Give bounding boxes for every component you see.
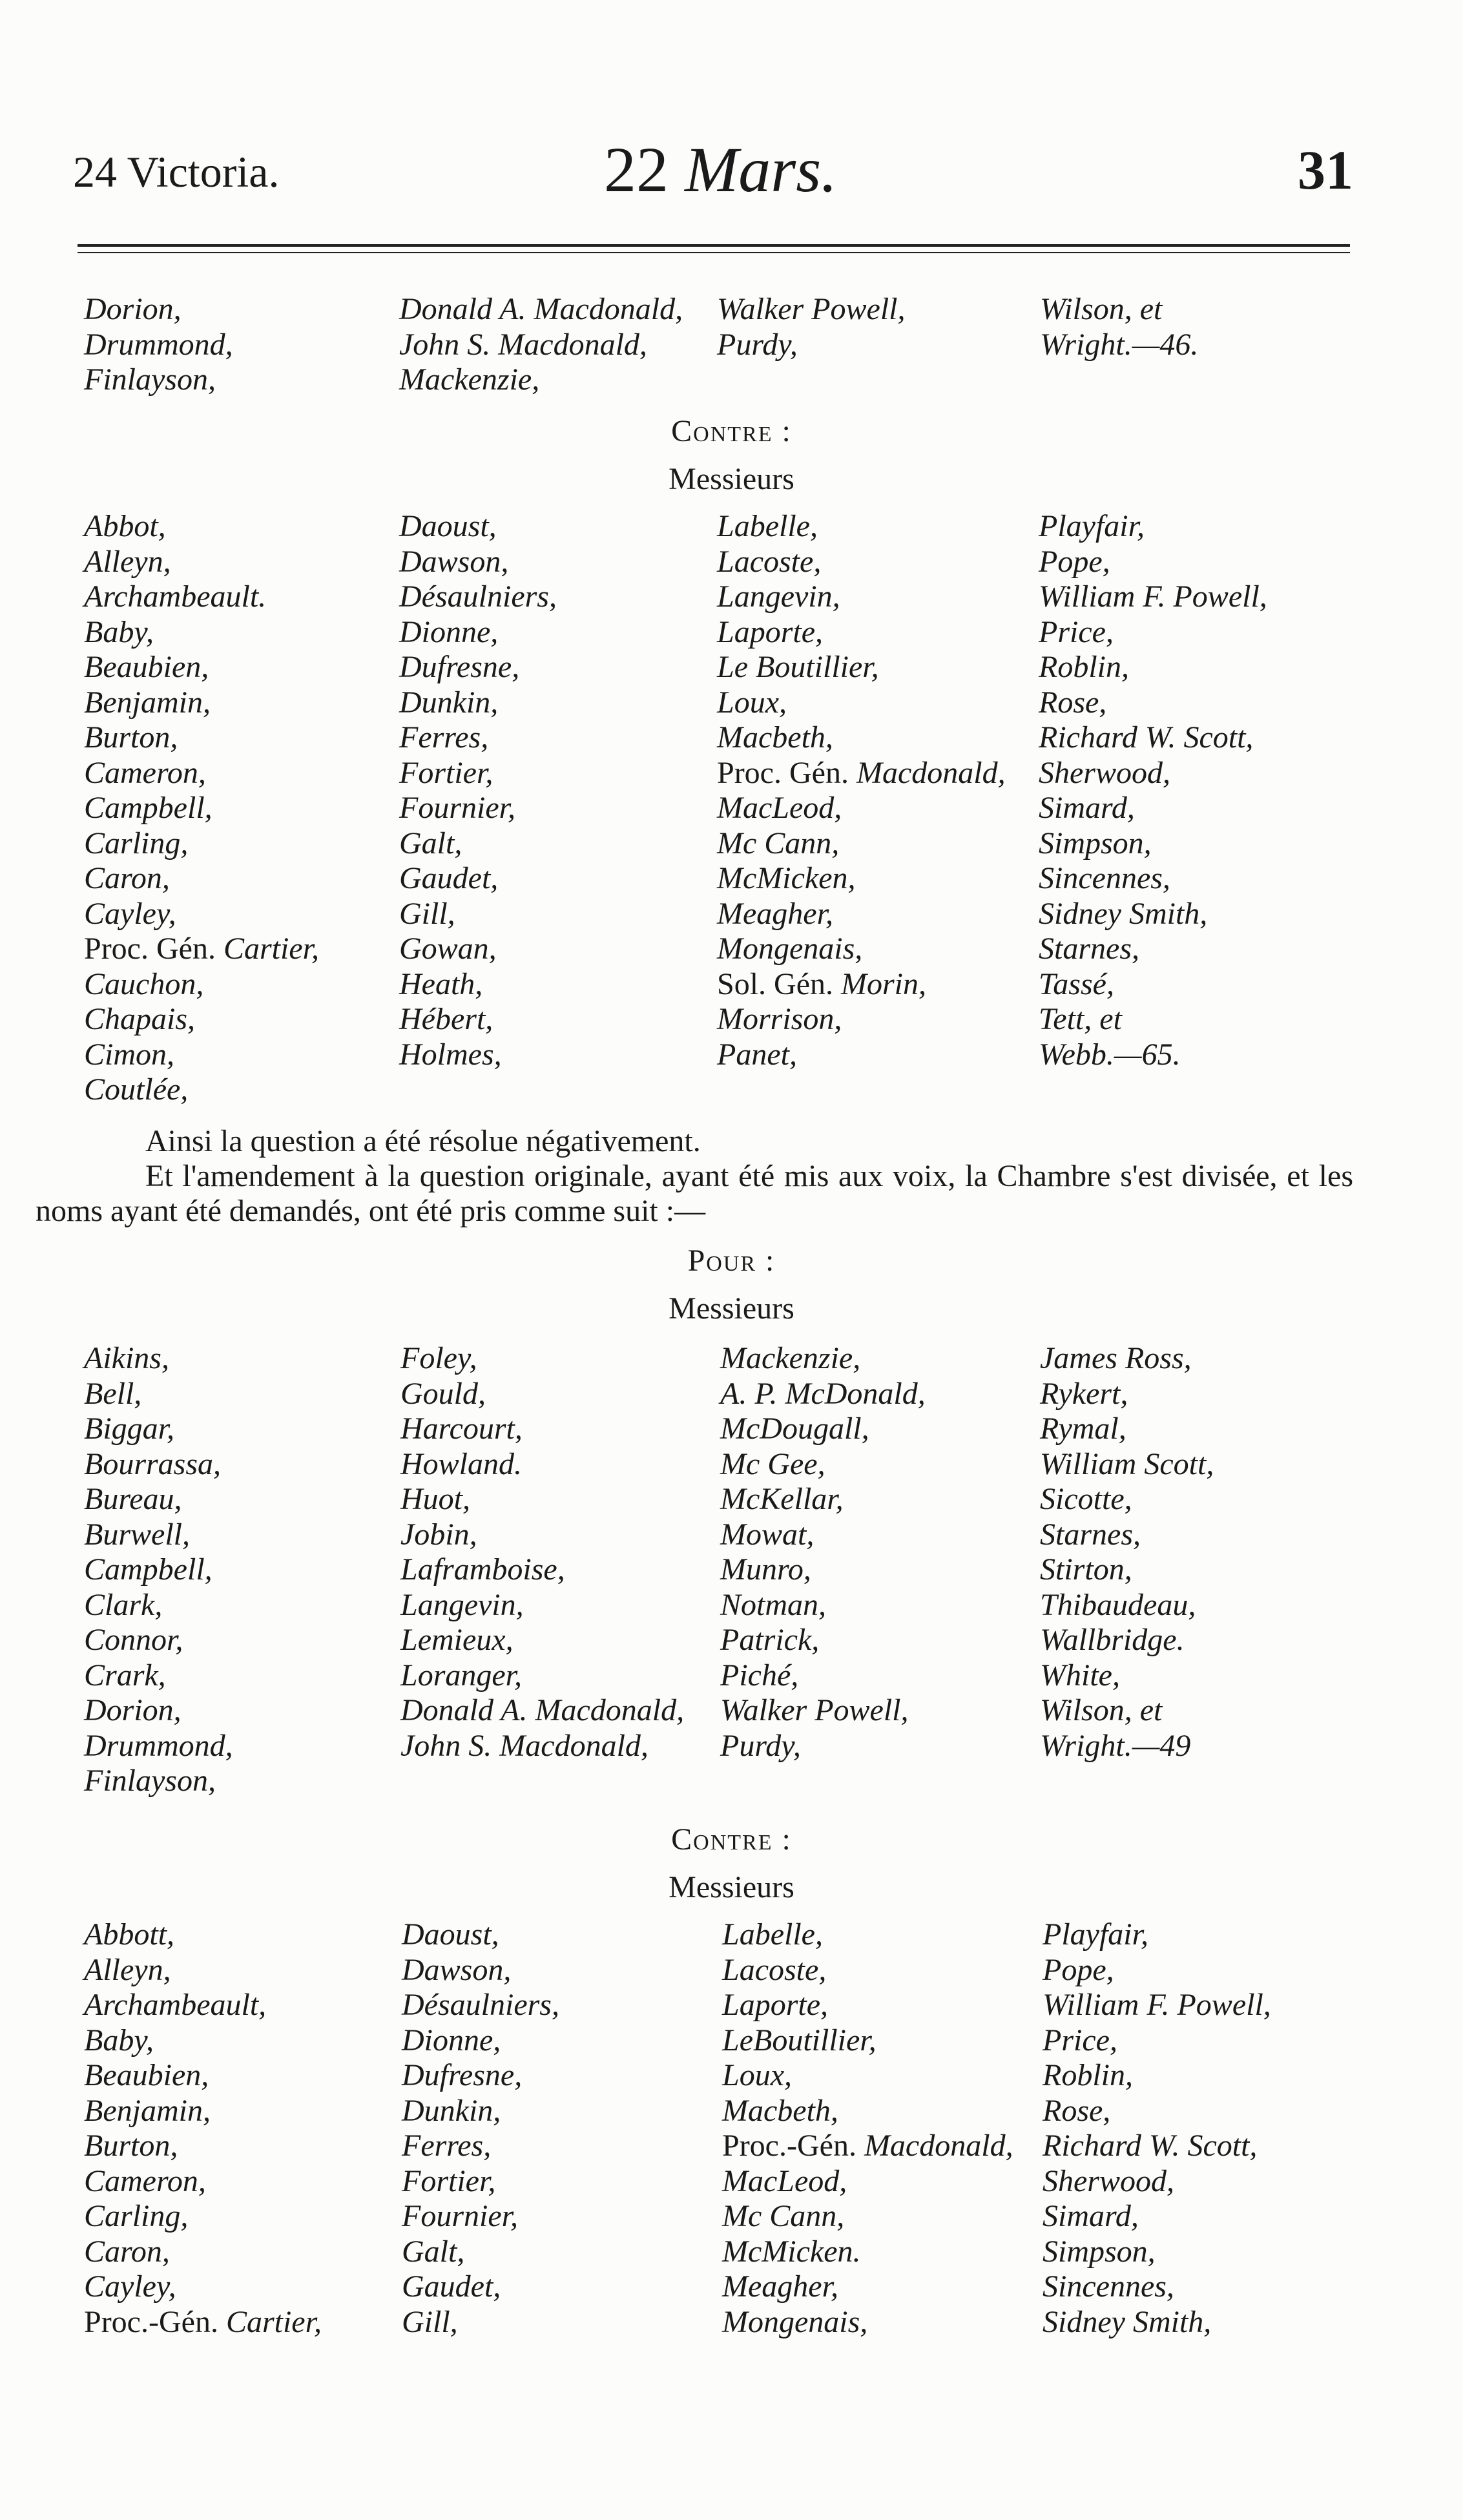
names-column-1 — [84, 509, 319, 1108]
names-column-4 — [1043, 1917, 1271, 2340]
member-name: Richard W. Scott, — [1039, 720, 1254, 755]
member-name: Patrick, — [720, 1623, 820, 1657]
member-name: Simard, — [1043, 2199, 1139, 2233]
member-name: Meagher, — [717, 896, 833, 931]
member-name: Galt, — [399, 826, 462, 860]
names-column-3 — [722, 1917, 1013, 2340]
member-name: Mc Gee, — [720, 1446, 825, 1481]
member-name: Clark, — [84, 1587, 163, 1622]
member-name: Gill, — [402, 2304, 458, 2339]
member-name: Sicotte, — [1040, 1482, 1132, 1516]
member-name: Dorion, — [84, 292, 182, 326]
member-name: Mackenzie, — [399, 362, 540, 397]
member-name: Sidney Smith, — [1043, 2304, 1212, 2339]
member-name: Fournier, — [399, 791, 515, 825]
member-name: Archambeault. — [84, 579, 267, 614]
member-name: Burton, — [84, 720, 178, 755]
member-name: Huot, — [400, 1482, 470, 1516]
member-name: Pope, — [1043, 1952, 1114, 1987]
member-name: Langevin, — [717, 579, 840, 614]
member-name: Campbell, — [84, 791, 213, 825]
member-name: Mc Cann, — [722, 2199, 845, 2233]
member-name: Loux, — [722, 2058, 792, 2092]
member-name: Tassé, — [1039, 966, 1114, 1001]
amendment-text: Et l'amendement à la question originale, ayant été mis aux voix, la Chambre s'est divisée, et les noms ayant été demandés, ont été pris comme suit :— — [36, 1159, 1353, 1228]
member-name: Dorion, — [84, 1693, 182, 1727]
date-heading — [604, 132, 837, 207]
member-name: Gaudet, — [402, 2269, 501, 2304]
member-name: Rose, — [1039, 685, 1107, 720]
member-name: Richard W. Scott, — [1043, 2129, 1258, 2163]
member-name: Wallbridge. — [1040, 1623, 1185, 1657]
messieurs-heading-3: Messieurs — [669, 1870, 794, 1904]
member-name: Abbot, — [84, 509, 166, 543]
member-name: McMicken, — [717, 861, 856, 895]
member-name: Wright.—49 — [1040, 1728, 1191, 1763]
member-name: Hébert, — [399, 1002, 493, 1036]
member-name: Macbeth, — [722, 2093, 838, 2128]
member-name: Cayley, — [84, 896, 176, 931]
member-name: Proc. Gén. Cartier, — [84, 932, 319, 966]
member-name: Loranger, — [400, 1658, 523, 1692]
member-name: Mowat, — [720, 1517, 815, 1552]
member-name: Rymal, — [1040, 1411, 1126, 1446]
names-column-2 — [402, 1917, 559, 2340]
member-name: Roblin, — [1039, 650, 1129, 684]
member-name: Wright.—46. — [1040, 327, 1199, 362]
member-name: Simpson, — [1043, 2234, 1156, 2269]
member-name: Starnes, — [1040, 1517, 1141, 1552]
member-name: Foley, — [400, 1341, 477, 1375]
member-name: Holmes, — [399, 1037, 502, 1072]
member-name: Fournier, — [402, 2199, 518, 2233]
member-name: Beaubien, — [84, 2058, 209, 2092]
member-name: Daoust, — [402, 1917, 499, 1952]
member-name: Walker Powell, — [717, 292, 906, 326]
member-name: Caron, — [84, 861, 170, 895]
member-name: Cayley, — [84, 2269, 176, 2304]
member-name: Starnes, — [1039, 932, 1139, 966]
date-day: 22 — [604, 134, 669, 205]
member-name: Dunkin, — [399, 685, 499, 720]
member-name: Tett, et — [1039, 1002, 1122, 1036]
member-name: Gaudet, — [399, 861, 499, 895]
member-name: Sherwood, — [1039, 755, 1170, 790]
names-column-3 — [717, 292, 906, 362]
member-name: William Scott, — [1040, 1446, 1214, 1481]
member-name: Jobin, — [400, 1517, 477, 1552]
member-name: Dionne, — [399, 614, 499, 649]
page-number: 31 — [1298, 139, 1353, 201]
member-name: Rose, — [1043, 2093, 1111, 2128]
member-name: Alleyn, — [84, 1952, 171, 1987]
member-name: McDougall, — [720, 1411, 869, 1446]
date-month: Mars. — [685, 134, 838, 205]
member-name: Baby, — [84, 2023, 154, 2057]
member-name: John S. Macdonald, — [400, 1728, 648, 1763]
member-name: Price, — [1039, 614, 1114, 649]
member-name: Aikins, — [84, 1341, 169, 1375]
member-name: McMicken. — [722, 2234, 861, 2269]
member-name: Labelle, — [722, 1917, 823, 1952]
member-name: Proc.-Gén. Cartier, — [84, 2304, 322, 2339]
page-header — [36, 132, 1353, 210]
names-column-3 — [717, 509, 1006, 1072]
member-name: Playfair, — [1043, 1917, 1148, 1952]
member-name: Sherwood, — [1043, 2163, 1174, 2198]
names-column-2 — [399, 509, 557, 1072]
member-name: Le Boutillier, — [717, 650, 879, 684]
member-name: Cameron, — [84, 755, 206, 790]
member-name: Fortier, — [399, 755, 493, 790]
member-name: Finlayson, — [84, 1764, 216, 1798]
member-name: Lemieux, — [400, 1623, 514, 1657]
member-name: Donald A. Macdonald, — [399, 292, 683, 326]
pour-heading: Pour : — [687, 1244, 776, 1278]
member-name: Proc.-Gén. Macdonald, — [722, 2129, 1013, 2163]
member-name: Piché, — [720, 1658, 799, 1692]
member-name: Crark, — [84, 1658, 166, 1692]
member-name: Désaulniers, — [399, 579, 557, 614]
member-name: Morrison, — [717, 1002, 842, 1036]
names-column-2 — [400, 1341, 684, 1764]
member-name: Sincennes, — [1039, 861, 1170, 895]
member-name: Pope, — [1039, 544, 1110, 579]
member-name: Playfair, — [1039, 509, 1145, 543]
member-name: Wilson, et — [1040, 292, 1163, 326]
member-name: Baby, — [84, 614, 154, 649]
member-name: Dionne, — [402, 2023, 501, 2057]
member-name: Sol. Gén. Morin, — [717, 966, 926, 1001]
names-column-1 — [84, 1917, 322, 2340]
session-label: 24 Victoria. — [73, 147, 280, 196]
member-name: Drummond, — [84, 1728, 233, 1763]
member-name: Purdy, — [717, 327, 798, 362]
member-name: Howland. — [400, 1446, 523, 1481]
member-name: Bell, — [84, 1376, 142, 1411]
contre-heading-1: Contre : — [671, 414, 792, 448]
member-name: Cameron, — [84, 2163, 206, 2198]
member-name: Simard, — [1039, 791, 1135, 825]
names-column-3 — [720, 1341, 926, 1764]
member-name: Connor, — [84, 1623, 183, 1657]
member-name: Macbeth, — [717, 720, 833, 755]
member-name: Abbott, — [84, 1917, 174, 1952]
member-name: Laporte, — [717, 614, 824, 649]
member-name: Biggar, — [84, 1411, 175, 1446]
member-name: Mackenzie, — [720, 1341, 861, 1375]
member-name: Donald A. Macdonald, — [400, 1693, 685, 1727]
member-name: Burton, — [84, 2129, 178, 2163]
member-name: Drummond, — [84, 327, 233, 362]
member-name: Price, — [1043, 2023, 1117, 2057]
member-name: Gould, — [400, 1376, 486, 1411]
member-name: William F. Powell, — [1043, 1988, 1271, 2022]
member-name: Simpson, — [1039, 826, 1152, 860]
names-column-1 — [84, 1341, 233, 1799]
names-column-4 — [1039, 509, 1267, 1072]
member-name: Fortier, — [402, 2163, 496, 2198]
member-name: Stirton, — [1040, 1552, 1132, 1587]
member-name: Webb.—65. — [1039, 1037, 1181, 1072]
member-name: White, — [1040, 1658, 1120, 1692]
names-column-4 — [1040, 1341, 1214, 1764]
member-name: Rykert, — [1040, 1376, 1128, 1411]
member-name: Bourrassa, — [84, 1446, 222, 1481]
member-name: Dawson, — [399, 544, 509, 579]
member-name: Sincennes, — [1043, 2269, 1174, 2304]
member-name: Loux, — [717, 685, 787, 720]
member-name: Benjamin, — [84, 685, 211, 720]
member-name: Galt, — [402, 2234, 465, 2269]
member-name: Dufresne, — [399, 650, 520, 684]
member-name: Dawson, — [402, 1952, 512, 1987]
member-name: Harcourt, — [400, 1411, 523, 1446]
member-name: Dunkin, — [402, 2093, 501, 2128]
member-name: Mongenais, — [722, 2304, 868, 2339]
member-name: Cimon, — [84, 1037, 175, 1072]
member-name: Burwell, — [84, 1517, 190, 1552]
member-name: Lacoste, — [717, 544, 822, 579]
member-name: Désaulniers, — [402, 1988, 559, 2022]
member-name: MacLeod, — [722, 2163, 847, 2198]
member-name: Mongenais, — [717, 932, 863, 966]
member-name: Dufresne, — [402, 2058, 523, 2092]
contre-heading-2: Contre : — [671, 1822, 792, 1857]
member-name: Langevin, — [400, 1587, 524, 1622]
member-name: Panet, — [717, 1037, 797, 1072]
member-name: Walker Powell, — [720, 1693, 909, 1727]
member-name: Laporte, — [722, 1988, 829, 2022]
member-name: Gill, — [399, 896, 455, 931]
member-name: Benjamin, — [84, 2093, 211, 2128]
member-name: Proc. Gén. Macdonald, — [717, 755, 1006, 790]
member-name: Carling, — [84, 2199, 189, 2233]
member-name: Campbell, — [84, 1552, 213, 1587]
member-name: Gowan, — [399, 932, 497, 966]
member-name: Roblin, — [1043, 2058, 1133, 2092]
member-name: Cauchon, — [84, 966, 204, 1001]
member-name: Lacoste, — [722, 1952, 827, 1987]
member-name: Labelle, — [717, 509, 818, 543]
member-name: Caron, — [84, 2234, 170, 2269]
member-name: Mc Cann, — [717, 826, 840, 860]
member-name: James Ross, — [1040, 1341, 1192, 1375]
member-name: LeBoutillier, — [722, 2023, 877, 2057]
member-name: Beaubien, — [84, 650, 209, 684]
member-name: Thibaudeau, — [1040, 1587, 1196, 1622]
messieurs-heading-1: Messieurs — [669, 462, 794, 496]
member-name: Wilson, et — [1040, 1693, 1163, 1727]
member-name: Ferres, — [399, 720, 489, 755]
member-name: Alleyn, — [84, 544, 171, 579]
member-name: Coutlée, — [84, 1072, 189, 1107]
names-column-2 — [399, 292, 683, 398]
member-name: Archambeault, — [84, 1988, 267, 2022]
member-name: Notman, — [720, 1587, 827, 1622]
resolution-paragraph — [36, 1124, 1353, 1229]
member-name: Sidney Smith, — [1039, 896, 1208, 931]
resolution-line: Ainsi la question a été résolue négativement. — [145, 1124, 701, 1158]
member-name: McKellar, — [720, 1482, 844, 1516]
member-name: John S. Macdonald, — [399, 327, 647, 362]
member-name: Heath, — [399, 966, 483, 1001]
member-name: Meagher, — [722, 2269, 838, 2304]
member-name: Purdy, — [720, 1728, 801, 1763]
member-name: Laframboise, — [400, 1552, 565, 1587]
names-column-4 — [1040, 292, 1198, 362]
names-column-1 — [84, 292, 233, 398]
member-name: Munro, — [720, 1552, 811, 1587]
member-name: Ferres, — [402, 2129, 492, 2163]
member-name: William F. Powell, — [1039, 579, 1267, 614]
member-name: Finlayson, — [84, 362, 216, 397]
member-name: Bureau, — [84, 1482, 182, 1516]
member-name: Daoust, — [399, 509, 497, 543]
header-rule-thin — [78, 252, 1350, 253]
header-rule-thick — [78, 244, 1350, 247]
messieurs-heading-2: Messieurs — [669, 1291, 794, 1326]
member-name: Chapais, — [84, 1002, 196, 1036]
member-name: MacLeod, — [717, 791, 842, 825]
member-name: A. P. McDonald, — [720, 1376, 926, 1411]
member-name: Carling, — [84, 826, 189, 860]
